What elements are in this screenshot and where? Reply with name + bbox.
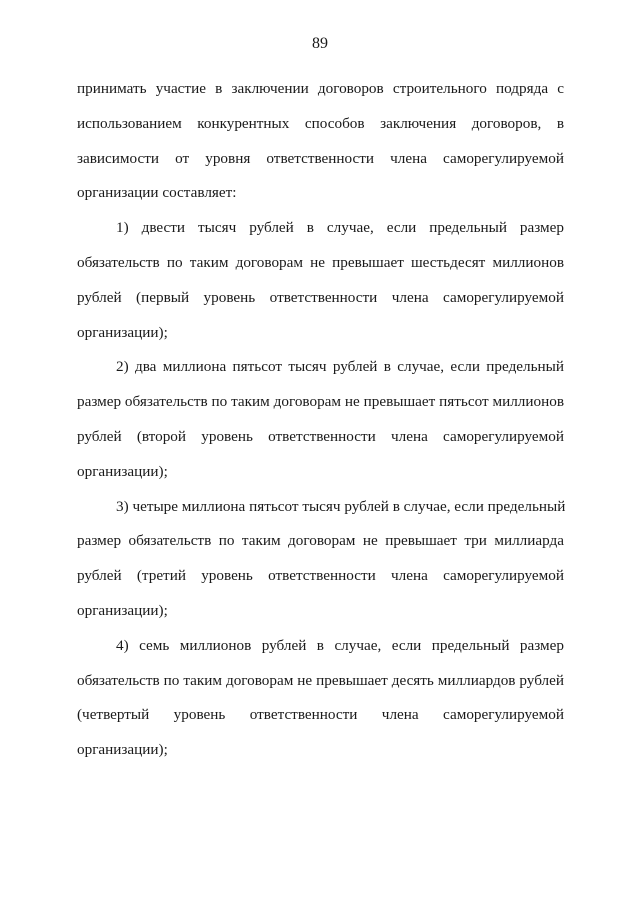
paragraph-item-4 xyxy=(77,629,564,768)
text-line: организации); xyxy=(77,601,168,619)
text-line: размер обязательств по таким договорам не превышает пятьсот миллионов xyxy=(77,393,564,411)
paragraph-item-1 xyxy=(77,211,564,350)
text-line: использованием конкурентных способов заключения договоров, в xyxy=(77,114,564,132)
text-line: 3) четыре миллиона пятьсот тысяч рублей в случае, если предельный xyxy=(116,497,566,515)
text-line: организации); xyxy=(77,323,168,341)
text-line: обязательств по таким договорам не превышает десять миллиардов рублей xyxy=(77,671,564,689)
text-line: 1) двести тысяч рублей в случае, если предельный размер xyxy=(116,219,564,237)
text-line: размер обязательств по таким договорам не превышает три миллиарда xyxy=(77,532,564,550)
text-line: обязательств по таким договорам не превышает шестьдесят миллионов xyxy=(77,253,564,271)
text-line: зависимости от уровня ответственности члена саморегулируемой xyxy=(77,149,564,167)
document-body xyxy=(77,72,564,768)
text-line: (четвертый уровень ответственности члена саморегулируемой xyxy=(77,706,564,724)
text-line: организации); xyxy=(77,462,168,480)
text-line: 2) два миллиона пятьсот тысяч рублей в случае, если предельный xyxy=(116,358,564,376)
paragraph-item-3 xyxy=(77,490,564,629)
text-line: рублей (первый уровень ответственности члена саморегулируемой xyxy=(77,288,564,306)
text-line: рублей (третий уровень ответственности члена саморегулируемой xyxy=(77,567,564,585)
text-line: организации составляет: xyxy=(77,184,237,202)
page-number: 89 xyxy=(312,35,328,52)
text-line: рублей (второй уровень ответственности члена саморегулируемой xyxy=(77,427,564,445)
text-line: организации); xyxy=(77,741,168,759)
paragraph-item-2 xyxy=(77,350,564,489)
text-line: 4) семь миллионов рублей в случае, если предельный размер xyxy=(116,636,564,654)
paragraph-intro xyxy=(77,72,564,211)
text-line: принимать участие в заключении договоров строительного подряда с xyxy=(77,80,564,97)
